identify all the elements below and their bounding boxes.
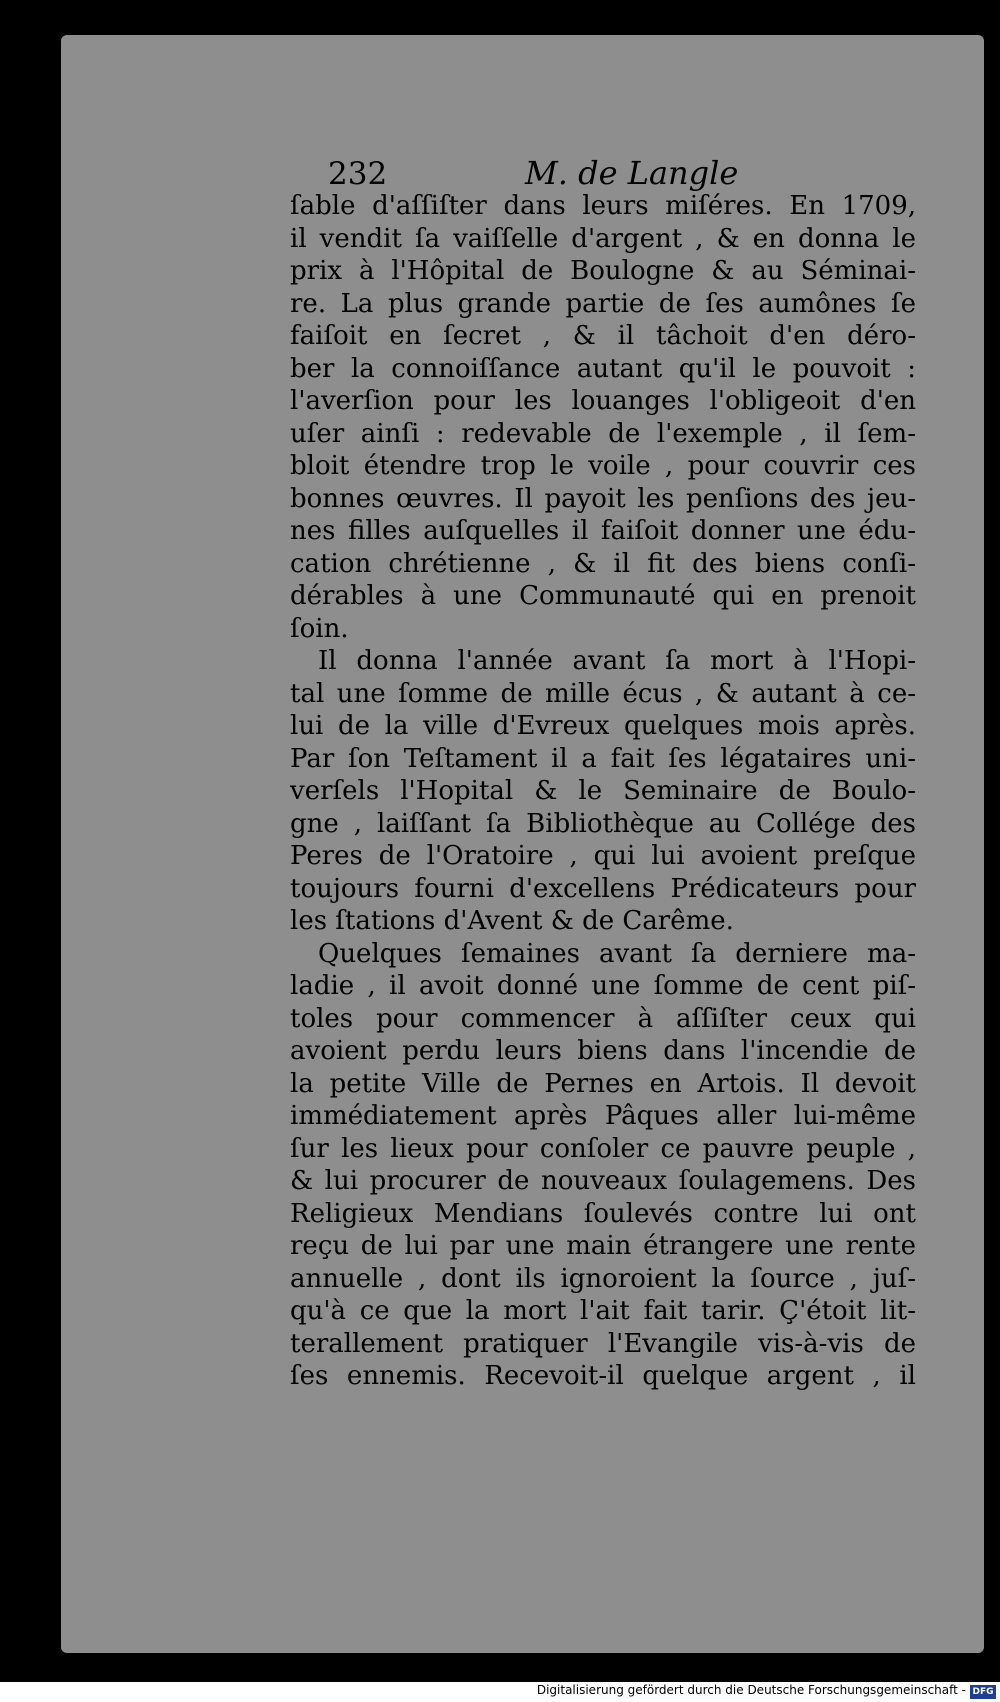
text-line: prix à l'Hôpital de Boulogne & au Séminai-: [290, 256, 916, 286]
text-line: toles pour commencer à aſſiſter ceux qui: [290, 1003, 916, 1034]
text-line: verſels l'Hopital & le Seminaire de Boulo-: [290, 776, 916, 806]
text-line: & lui procurer de nouveaux ſoulagemens. Des: [290, 1166, 916, 1196]
text-line: Religieux Mendians ſoulevés contre lui ont: [290, 1198, 916, 1229]
text-line: uſer ainſi : redevable de l'exemple , il ſem-: [290, 418, 916, 449]
text-line: ſes ennemis. Recevoit-il quelque argent , il: [290, 1361, 916, 1391]
text-line: ſoin.: [290, 613, 349, 644]
dfg-logo: DFG: [970, 1685, 996, 1699]
text-line: Quelques ſemaines avant ſa derniere ma-: [318, 938, 916, 969]
text-line: Peres de l'Oratoire , qui lui avoient preſque: [290, 841, 916, 871]
text-line: Par ſon Teſtament il a fait ſes légataires uni-: [290, 743, 916, 774]
text-line: les ſtations d'Avent & de Carême.: [290, 906, 734, 936]
text-line: ſable d'aſſiſter dans leurs miſéres. En 1709,: [290, 191, 916, 221]
text-line: ber la connoiſſance autant qu'il le pouvoit :: [290, 353, 916, 384]
text-line: il vendit ſa vaiſſelle d'argent , & en donna le: [290, 223, 916, 254]
text-line: cation chrétienne , & il fit des biens conſi-: [290, 548, 916, 579]
text-line: nes filles auſquelles il faiſoit donner une édu-: [290, 516, 916, 546]
text-line: qu'à ce que la mort l'ait fait tarir. Ç'étoit lit-: [290, 1296, 916, 1326]
text-line: immédiatement après Pâques aller lui-même: [290, 1101, 916, 1131]
digitization-credit: Digitalisierung gefördert durch die Deutsche Forschungsgemeinschaft -: [536, 1683, 966, 1697]
text-line: bonnes œuvres. Il payoit les penſions des jeu-: [290, 483, 916, 514]
text-line: la petite Ville de Pernes en Artois. Il devoit: [290, 1068, 916, 1099]
text-line: l'averſion pour les louanges l'obligeoit d'en: [290, 386, 916, 416]
body-text: [290, 190, 916, 1393]
page-number: 232: [328, 156, 388, 192]
text-line: bloit étendre trop le voile , pour couvrir ces: [290, 451, 916, 481]
text-line: ladie , il avoit donné une ſomme de cent piſ-: [290, 971, 916, 1001]
text-line: Il donna l'année avant ſa mort à l'Hopi-: [318, 646, 916, 676]
text-line: lui de la ville d'Evreux quelques mois après.: [290, 711, 916, 741]
text-line: ſur les lieux pour conſoler ce pauvre peuple ,: [290, 1133, 916, 1164]
text-line: annuelle , dont ils ignoroient la ſource , juſ-: [290, 1263, 916, 1294]
text-line: terallement pratiquer l'Evangile vis-à-vis de: [290, 1328, 916, 1359]
text-line: faiſoit en ſecret , & il tâchoit d'en déro-: [290, 321, 916, 351]
text-line: avoient perdu leurs biens dans l'incendie de: [290, 1036, 916, 1066]
text-line: toujours fourni d'excellens Prédicateurs pour: [290, 873, 916, 904]
text-line: tal une ſomme de mille écus , & autant à ce-: [290, 678, 916, 709]
text-line: reçu de lui par une main étrangere une rente: [290, 1231, 916, 1261]
text-line: gne , laiſſant ſa Bibliothèque au Collége des: [290, 808, 916, 839]
text-line: re. La plus grande partie de ſes aumônes ſe: [290, 288, 916, 319]
running-head: M. de Langle: [525, 154, 739, 192]
text-line: dérables à une Communauté qui en prenoit: [290, 581, 916, 611]
